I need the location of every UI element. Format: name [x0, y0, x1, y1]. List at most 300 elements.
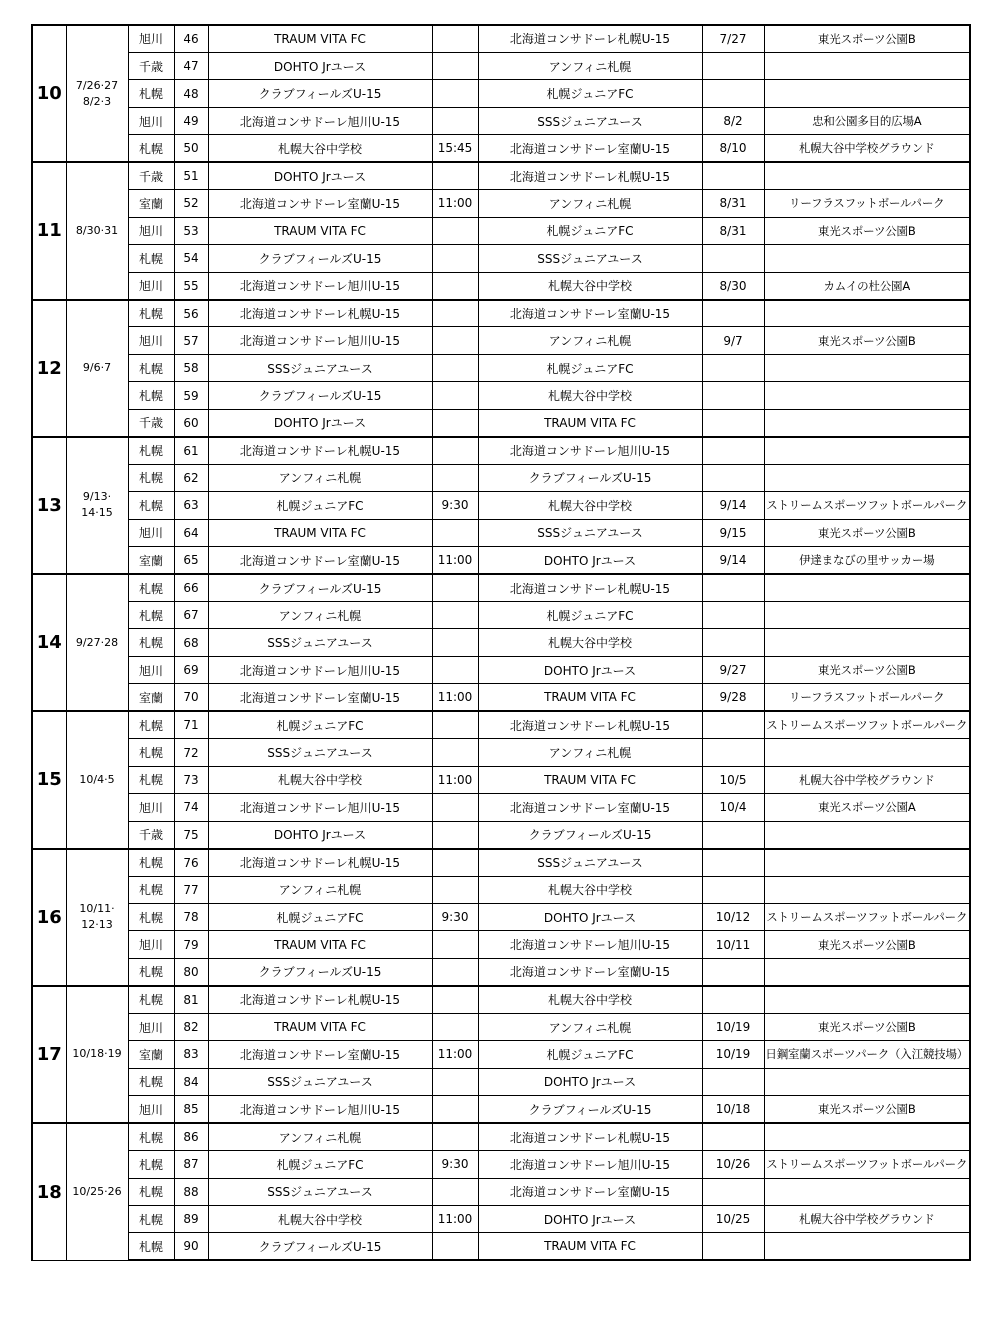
match-number-cell: 52	[174, 190, 208, 217]
kickoff-time-cell	[432, 464, 478, 491]
match-number-cell: 61	[174, 437, 208, 464]
match-date-cell	[702, 80, 764, 107]
away-team-cell: 北海道コンサドーレ室蘭U-15	[478, 958, 702, 985]
round-date-line: 8/2·3	[82, 94, 112, 108]
table-row	[32, 766, 970, 793]
area-cell: 札幌	[128, 849, 174, 876]
area-cell: 旭川	[128, 107, 174, 134]
match-date-cell: 10/5	[702, 766, 764, 793]
venue-cell: リーフラスフットボールパーク	[764, 684, 970, 711]
match-date-cell: 8/2	[702, 107, 764, 134]
home-team-cell: SSSジュニアユース	[208, 1178, 432, 1205]
match-number-cell: 82	[174, 1013, 208, 1040]
away-team-cell: 北海道コンサドーレ室蘭U-15	[478, 135, 702, 162]
match-number-cell: 69	[174, 656, 208, 683]
away-team-cell: 北海道コンサドーレ札幌U-15	[478, 162, 702, 189]
kickoff-time-cell: 11:00	[432, 190, 478, 217]
area-cell: 札幌	[128, 464, 174, 491]
match-date-cell	[702, 464, 764, 491]
kickoff-time-cell	[432, 217, 478, 244]
kickoff-time-cell	[432, 602, 478, 629]
kickoff-time-cell: 11:00	[432, 684, 478, 711]
area-cell: 札幌	[128, 904, 174, 931]
away-team-cell: 札幌ジュニアFC	[478, 80, 702, 107]
match-number-cell: 80	[174, 958, 208, 985]
venue-cell: リーフラスフットボールパーク	[764, 190, 970, 217]
round-number: 18	[32, 1123, 66, 1260]
table-row	[32, 107, 970, 134]
venue-cell: 東光スポーツ公園B	[764, 656, 970, 683]
match-number-cell: 77	[174, 876, 208, 903]
match-date-cell: 8/31	[702, 217, 764, 244]
away-team-cell: アンフィニ札幌	[478, 52, 702, 79]
match-schedule-table	[31, 24, 971, 1261]
match-number-cell: 63	[174, 492, 208, 519]
match-date-cell: 8/30	[702, 272, 764, 299]
match-date-cell	[702, 849, 764, 876]
table-row	[32, 602, 970, 629]
home-team-cell: TRAUM VITA FC	[208, 1013, 432, 1040]
schedule-body	[32, 25, 970, 1260]
match-number-cell: 49	[174, 107, 208, 134]
venue-cell	[764, 80, 970, 107]
match-date-cell: 8/10	[702, 135, 764, 162]
away-team-cell: アンフィニ札幌	[478, 1013, 702, 1040]
round-dates	[66, 711, 128, 848]
home-team-cell: 北海道コンサドーレ札幌U-15	[208, 300, 432, 327]
home-team-cell: 北海道コンサドーレ旭川U-15	[208, 1096, 432, 1123]
venue-cell	[764, 821, 970, 848]
table-row	[32, 519, 970, 546]
match-number-cell: 86	[174, 1123, 208, 1150]
match-date-cell	[702, 986, 764, 1013]
match-date-cell: 10/4	[702, 794, 764, 821]
match-date-cell	[702, 602, 764, 629]
match-number-cell: 54	[174, 245, 208, 272]
area-cell: 千歳	[128, 821, 174, 848]
area-cell: 旭川	[128, 217, 174, 244]
area-cell: 札幌	[128, 1233, 174, 1260]
home-team-cell: 北海道コンサドーレ室蘭U-15	[208, 1041, 432, 1068]
venue-cell	[764, 739, 970, 766]
area-cell: 札幌	[128, 300, 174, 327]
venue-cell	[764, 464, 970, 491]
table-row	[32, 162, 970, 189]
area-cell: 札幌	[128, 629, 174, 656]
kickoff-time-cell	[432, 1013, 478, 1040]
area-cell: 旭川	[128, 25, 174, 52]
match-number-cell: 70	[174, 684, 208, 711]
away-team-cell: SSSジュニアユース	[478, 519, 702, 546]
match-date-cell: 9/27	[702, 656, 764, 683]
venue-cell: カムイの杜公園A	[764, 272, 970, 299]
match-number-cell: 60	[174, 409, 208, 436]
away-team-cell: 札幌ジュニアFC	[478, 217, 702, 244]
venue-cell: 札幌大谷中学校グラウンド	[764, 766, 970, 793]
area-cell: 札幌	[128, 1123, 174, 1150]
match-date-cell	[702, 1068, 764, 1095]
round-date-line: 12·13	[81, 918, 113, 932]
kickoff-time-cell	[432, 794, 478, 821]
kickoff-time-cell	[432, 849, 478, 876]
area-cell: 札幌	[128, 876, 174, 903]
venue-cell	[764, 1123, 970, 1150]
kickoff-time-cell: 11:00	[432, 766, 478, 793]
round-number: 12	[32, 300, 66, 437]
area-cell: 札幌	[128, 80, 174, 107]
venue-cell: ストリームスポーツフットボールパーク	[764, 904, 970, 931]
match-number-cell: 88	[174, 1178, 208, 1205]
match-date-cell	[702, 958, 764, 985]
kickoff-time-cell	[432, 1096, 478, 1123]
kickoff-time-cell	[432, 739, 478, 766]
away-team-cell: 札幌大谷中学校	[478, 876, 702, 903]
away-team-cell: SSSジュニアユース	[478, 245, 702, 272]
away-team-cell: DOHTO Jrユース	[478, 1205, 702, 1232]
match-date-cell	[702, 711, 764, 738]
home-team-cell: クラブフィールズU-15	[208, 1233, 432, 1260]
kickoff-time-cell: 15:45	[432, 135, 478, 162]
away-team-cell: DOHTO Jrユース	[478, 547, 702, 574]
home-team-cell: クラブフィールズU-15	[208, 958, 432, 985]
away-team-cell: クラブフィールズU-15	[478, 1096, 702, 1123]
round-dates	[66, 300, 128, 437]
table-row	[32, 656, 970, 683]
venue-cell: 東光スポーツ公園B	[764, 931, 970, 958]
match-date-cell	[702, 1178, 764, 1205]
area-cell: 札幌	[128, 245, 174, 272]
area-cell: 札幌	[128, 1205, 174, 1232]
table-row	[32, 190, 970, 217]
venue-cell: ストリームスポーツフットボールパーク	[764, 1151, 970, 1178]
away-team-cell: 札幌ジュニアFC	[478, 602, 702, 629]
match-number-cell: 50	[174, 135, 208, 162]
kickoff-time-cell	[432, 300, 478, 327]
match-number-cell: 47	[174, 52, 208, 79]
home-team-cell: DOHTO Jrユース	[208, 409, 432, 436]
kickoff-time-cell	[432, 437, 478, 464]
home-team-cell: 北海道コンサドーレ旭川U-15	[208, 107, 432, 134]
match-number-cell: 56	[174, 300, 208, 327]
kickoff-time-cell	[432, 162, 478, 189]
match-date-cell: 9/7	[702, 327, 764, 354]
away-team-cell: アンフィニ札幌	[478, 327, 702, 354]
area-cell: 札幌	[128, 1068, 174, 1095]
kickoff-time-cell	[432, 272, 478, 299]
match-number-cell: 76	[174, 849, 208, 876]
away-team-cell: 北海道コンサドーレ札幌U-15	[478, 25, 702, 52]
round-number: 17	[32, 986, 66, 1123]
away-team-cell: TRAUM VITA FC	[478, 1233, 702, 1260]
away-team-cell: 北海道コンサドーレ室蘭U-15	[478, 1178, 702, 1205]
table-row	[32, 354, 970, 381]
table-row	[32, 1178, 970, 1205]
kickoff-time-cell	[432, 656, 478, 683]
venue-cell: 東光スポーツ公園B	[764, 1013, 970, 1040]
match-number-cell: 89	[174, 1205, 208, 1232]
venue-cell	[764, 629, 970, 656]
area-cell: 旭川	[128, 327, 174, 354]
match-date-cell	[702, 821, 764, 848]
match-number-cell: 75	[174, 821, 208, 848]
match-number-cell: 67	[174, 602, 208, 629]
kickoff-time-cell	[432, 1178, 478, 1205]
home-team-cell: SSSジュニアユース	[208, 739, 432, 766]
match-number-cell: 83	[174, 1041, 208, 1068]
kickoff-time-cell	[432, 1123, 478, 1150]
home-team-cell: 北海道コンサドーレ室蘭U-15	[208, 547, 432, 574]
venue-cell	[764, 1068, 970, 1095]
area-cell: 旭川	[128, 519, 174, 546]
match-date-cell: 10/11	[702, 931, 764, 958]
table-row	[32, 25, 970, 52]
away-team-cell: クラブフィールズU-15	[478, 464, 702, 491]
venue-cell: 伊達まなびの里サッカー場	[764, 547, 970, 574]
match-date-cell: 10/19	[702, 1013, 764, 1040]
home-team-cell: 北海道コンサドーレ旭川U-15	[208, 656, 432, 683]
area-cell: 札幌	[128, 437, 174, 464]
venue-cell: 東光スポーツ公園B	[764, 327, 970, 354]
round-date-line: 9/27·28	[75, 635, 119, 649]
home-team-cell: 北海道コンサドーレ旭川U-15	[208, 272, 432, 299]
kickoff-time-cell	[432, 711, 478, 738]
table-row	[32, 437, 970, 464]
home-team-cell: 札幌大谷中学校	[208, 135, 432, 162]
match-date-cell	[702, 437, 764, 464]
area-cell: 旭川	[128, 656, 174, 683]
match-number-cell: 85	[174, 1096, 208, 1123]
home-team-cell: 札幌大谷中学校	[208, 766, 432, 793]
table-row	[32, 1151, 970, 1178]
match-date-cell: 10/26	[702, 1151, 764, 1178]
match-date-cell	[702, 629, 764, 656]
area-cell: 千歳	[128, 409, 174, 436]
home-team-cell: 札幌大谷中学校	[208, 1205, 432, 1232]
table-row	[32, 1013, 970, 1040]
match-number-cell: 71	[174, 711, 208, 738]
home-team-cell: クラブフィールズU-15	[208, 80, 432, 107]
venue-cell	[764, 574, 970, 601]
area-cell: 札幌	[128, 1178, 174, 1205]
round-date-line: 8/30·31	[75, 223, 119, 237]
round-number: 15	[32, 711, 66, 848]
home-team-cell: SSSジュニアユース	[208, 1068, 432, 1095]
match-number-cell: 62	[174, 464, 208, 491]
round-date-line: 9/13·	[82, 490, 112, 504]
kickoff-time-cell	[432, 80, 478, 107]
round-dates	[66, 1123, 128, 1260]
away-team-cell: 北海道コンサドーレ室蘭U-15	[478, 300, 702, 327]
table-row	[32, 245, 970, 272]
table-row	[32, 876, 970, 903]
table-row	[32, 931, 970, 958]
home-team-cell: SSSジュニアユース	[208, 354, 432, 381]
kickoff-time-cell: 9:30	[432, 492, 478, 519]
area-cell: 札幌	[128, 958, 174, 985]
table-row	[32, 794, 970, 821]
away-team-cell: 札幌ジュニアFC	[478, 354, 702, 381]
round-dates	[66, 574, 128, 711]
match-date-cell: 10/25	[702, 1205, 764, 1232]
away-team-cell: クラブフィールズU-15	[478, 821, 702, 848]
table-row	[32, 382, 970, 409]
match-date-cell	[702, 300, 764, 327]
away-team-cell: 札幌ジュニアFC	[478, 1041, 702, 1068]
kickoff-time-cell	[432, 958, 478, 985]
match-date-cell	[702, 382, 764, 409]
match-date-cell: 7/27	[702, 25, 764, 52]
match-number-cell: 72	[174, 739, 208, 766]
table-row	[32, 1123, 970, 1150]
round-number: 11	[32, 162, 66, 299]
match-number-cell: 59	[174, 382, 208, 409]
table-row	[32, 684, 970, 711]
match-date-cell: 10/12	[702, 904, 764, 931]
venue-cell: 東光スポーツ公園A	[764, 794, 970, 821]
table-row	[32, 1068, 970, 1095]
table-row	[32, 272, 970, 299]
match-number-cell: 90	[174, 1233, 208, 1260]
round-number: 13	[32, 437, 66, 574]
home-team-cell: アンフィニ札幌	[208, 602, 432, 629]
round-date-line: 10/11·	[79, 902, 115, 916]
table-row	[32, 739, 970, 766]
venue-cell	[764, 300, 970, 327]
kickoff-time-cell	[432, 821, 478, 848]
away-team-cell: 札幌大谷中学校	[478, 272, 702, 299]
table-row	[32, 821, 970, 848]
area-cell: 旭川	[128, 1013, 174, 1040]
venue-cell	[764, 1178, 970, 1205]
kickoff-time-cell: 11:00	[432, 547, 478, 574]
home-team-cell: DOHTO Jrユース	[208, 162, 432, 189]
match-number-cell: 87	[174, 1151, 208, 1178]
match-date-cell	[702, 1233, 764, 1260]
home-team-cell: 北海道コンサドーレ旭川U-15	[208, 327, 432, 354]
home-team-cell: 北海道コンサドーレ札幌U-15	[208, 986, 432, 1013]
away-team-cell: 北海道コンサドーレ札幌U-15	[478, 1123, 702, 1150]
venue-cell	[764, 354, 970, 381]
away-team-cell: 北海道コンサドーレ旭川U-15	[478, 1151, 702, 1178]
venue-cell: 東光スポーツ公園B	[764, 217, 970, 244]
area-cell: 札幌	[128, 739, 174, 766]
venue-cell	[764, 849, 970, 876]
match-date-cell	[702, 409, 764, 436]
area-cell: 旭川	[128, 794, 174, 821]
home-team-cell: 札幌ジュニアFC	[208, 1151, 432, 1178]
round-number: 10	[32, 25, 66, 162]
away-team-cell: SSSジュニアユース	[478, 849, 702, 876]
venue-cell: 日鋼室蘭スポーツパーク（入江競技場）	[764, 1041, 970, 1068]
match-number-cell: 48	[174, 80, 208, 107]
home-team-cell: TRAUM VITA FC	[208, 931, 432, 958]
match-number-cell: 84	[174, 1068, 208, 1095]
away-team-cell: 北海道コンサドーレ旭川U-15	[478, 931, 702, 958]
kickoff-time-cell	[432, 1068, 478, 1095]
match-number-cell: 55	[174, 272, 208, 299]
table-row	[32, 629, 970, 656]
round-date-line: 9/6·7	[82, 361, 112, 375]
round-date-line: 7/26·27	[75, 78, 119, 92]
kickoff-time-cell	[432, 629, 478, 656]
area-cell: 千歳	[128, 52, 174, 79]
away-team-cell: TRAUM VITA FC	[478, 409, 702, 436]
venue-cell: 忠和公園多目的広場A	[764, 107, 970, 134]
round-dates	[66, 25, 128, 162]
venue-cell: 東光スポーツ公園B	[764, 1096, 970, 1123]
venue-cell	[764, 382, 970, 409]
away-team-cell: 札幌大谷中学校	[478, 986, 702, 1013]
match-date-cell: 9/28	[702, 684, 764, 711]
match-number-cell: 46	[174, 25, 208, 52]
match-date-cell: 10/19	[702, 1041, 764, 1068]
match-number-cell: 66	[174, 574, 208, 601]
area-cell: 札幌	[128, 1151, 174, 1178]
kickoff-time-cell	[432, 986, 478, 1013]
venue-cell	[764, 245, 970, 272]
match-date-cell	[702, 739, 764, 766]
area-cell: 旭川	[128, 931, 174, 958]
round-number: 16	[32, 849, 66, 986]
home-team-cell: クラブフィールズU-15	[208, 245, 432, 272]
kickoff-time-cell	[432, 245, 478, 272]
table-row	[32, 1096, 970, 1123]
table-row	[32, 135, 970, 162]
area-cell: 札幌	[128, 354, 174, 381]
match-date-cell	[702, 876, 764, 903]
venue-cell	[764, 1233, 970, 1260]
match-number-cell: 51	[174, 162, 208, 189]
table-row	[32, 464, 970, 491]
match-date-cell	[702, 245, 764, 272]
home-team-cell: アンフィニ札幌	[208, 1123, 432, 1150]
area-cell: 札幌	[128, 986, 174, 1013]
away-team-cell: アンフィニ札幌	[478, 739, 702, 766]
away-team-cell: 北海道コンサドーレ旭川U-15	[478, 437, 702, 464]
match-date-cell	[702, 1123, 764, 1150]
match-date-cell	[702, 162, 764, 189]
away-team-cell: 北海道コンサドーレ札幌U-15	[478, 711, 702, 738]
area-cell: 札幌	[128, 602, 174, 629]
away-team-cell: SSSジュニアユース	[478, 107, 702, 134]
match-number-cell: 74	[174, 794, 208, 821]
venue-cell: ストリームスポーツフットボールパーク	[764, 492, 970, 519]
away-team-cell: 札幌大谷中学校	[478, 382, 702, 409]
match-date-cell	[702, 354, 764, 381]
match-number-cell: 78	[174, 904, 208, 931]
home-team-cell: 札幌ジュニアFC	[208, 492, 432, 519]
kickoff-time-cell	[432, 107, 478, 134]
area-cell: 札幌	[128, 711, 174, 738]
home-team-cell: 札幌ジュニアFC	[208, 904, 432, 931]
away-team-cell: アンフィニ札幌	[478, 190, 702, 217]
match-date-cell	[702, 574, 764, 601]
round-date-line: 10/18·19	[72, 1047, 122, 1061]
away-team-cell: TRAUM VITA FC	[478, 684, 702, 711]
match-date-cell: 8/31	[702, 190, 764, 217]
area-cell: 札幌	[128, 766, 174, 793]
venue-cell	[764, 602, 970, 629]
table-row	[32, 904, 970, 931]
match-number-cell: 53	[174, 217, 208, 244]
match-date-cell: 9/14	[702, 547, 764, 574]
kickoff-time-cell	[432, 409, 478, 436]
table-row	[32, 1233, 970, 1260]
match-number-cell: 65	[174, 547, 208, 574]
area-cell: 室蘭	[128, 1041, 174, 1068]
table-row	[32, 547, 970, 574]
match-number-cell: 81	[174, 986, 208, 1013]
